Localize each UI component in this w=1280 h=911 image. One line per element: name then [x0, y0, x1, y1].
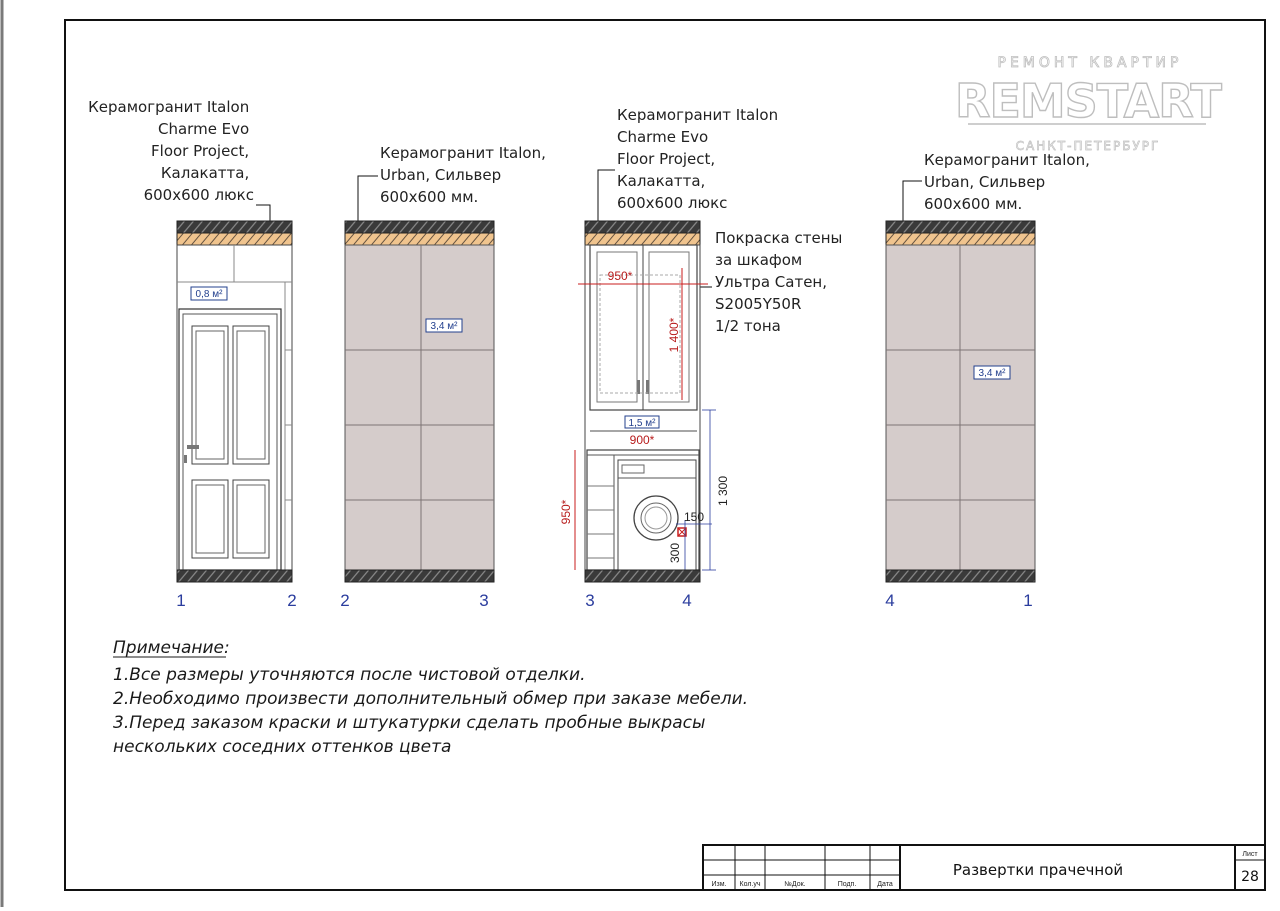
corner-number: 2	[340, 591, 350, 610]
elevation-2-3	[340, 144, 550, 610]
notes-heading: Примечание:	[113, 638, 230, 658]
title-col: Дата	[877, 881, 893, 888]
corner-number: 4	[682, 591, 692, 610]
dim-total-height: 1 300	[716, 475, 730, 507]
logo-tagline-top: РЕМОНТ КВАРТИР	[997, 55, 1183, 71]
elevation-1-label: Керамогранит Italon Charme Evo Floor Project, Калакатта, 600х600 люкс	[88, 98, 254, 204]
dim-base-height: 950*	[559, 499, 573, 525]
remstart-logo	[955, 55, 1223, 153]
svg-text:3,4 м²: 3,4 м²	[430, 321, 458, 332]
dim-base-width: 900*	[629, 433, 655, 447]
elevation-2-label: Керамогранит Italon, Urban, Сильвер 600х600 мм.	[380, 144, 546, 206]
logo-brand: REMSTART	[955, 74, 1221, 128]
corner-number: 1	[176, 591, 186, 610]
dim-cabinet-height: 1 400*	[667, 317, 681, 353]
svg-text:0,8 м²: 0,8 м²	[195, 289, 223, 300]
note-item: 3.Перед заказом краски и штукатурки сделать пробные выкрасы	[113, 713, 706, 733]
sheet-label: Лист	[1242, 851, 1258, 858]
corner-number: 3	[585, 591, 595, 610]
title-col: №Док.	[784, 881, 806, 888]
paint-label: Покраска стены за шкафом Ультра Сатен, S2005Y50R 1/2 тона	[715, 229, 843, 335]
elevation-1-2	[88, 98, 297, 610]
corner-number: 4	[885, 591, 895, 610]
svg-text:1,5 м²: 1,5 м²	[628, 418, 656, 429]
elevation-4-label: Керамогранит Italon, Urban, Сильвер 600х600 мм.	[924, 151, 1090, 213]
title-col: Изм.	[711, 881, 727, 888]
dim-socket-a: 150	[683, 510, 705, 524]
logo-tagline-bottom: САНКТ-ПЕТЕРБУРГ	[1015, 139, 1161, 153]
svg-text:3,4 м²: 3,4 м²	[978, 368, 1006, 379]
door-handle-icon	[187, 445, 199, 449]
notes	[113, 638, 748, 757]
title-col: Кол.уч	[739, 881, 761, 888]
note-item: 1.Все размеры уточняются после чистовой отделки.	[113, 665, 586, 685]
corner-number: 2	[287, 591, 297, 610]
door	[179, 309, 281, 570]
note-item: 2.Необходимо произвести дополнительный обмер при заказе мебели.	[113, 689, 749, 709]
note-item: нескольких соседних оттенков цвета	[113, 737, 452, 757]
elevation-4-1	[885, 151, 1094, 610]
sheet-title: Развертки прачечной	[952, 861, 1124, 879]
corner-number: 1	[1023, 591, 1033, 610]
elevation-3-4	[559, 106, 847, 610]
dim-socket-b: 300	[668, 542, 682, 564]
dim-cabinet-width: 950*	[607, 269, 633, 283]
title-col: Подп.	[837, 881, 857, 888]
elevation-3-label: Керамогранит Italon Charme Evo Floor Project, Калакатта, 600х600 люкс	[617, 106, 779, 212]
corner-number: 3	[479, 591, 489, 610]
sheet-number: 28	[1241, 869, 1259, 885]
